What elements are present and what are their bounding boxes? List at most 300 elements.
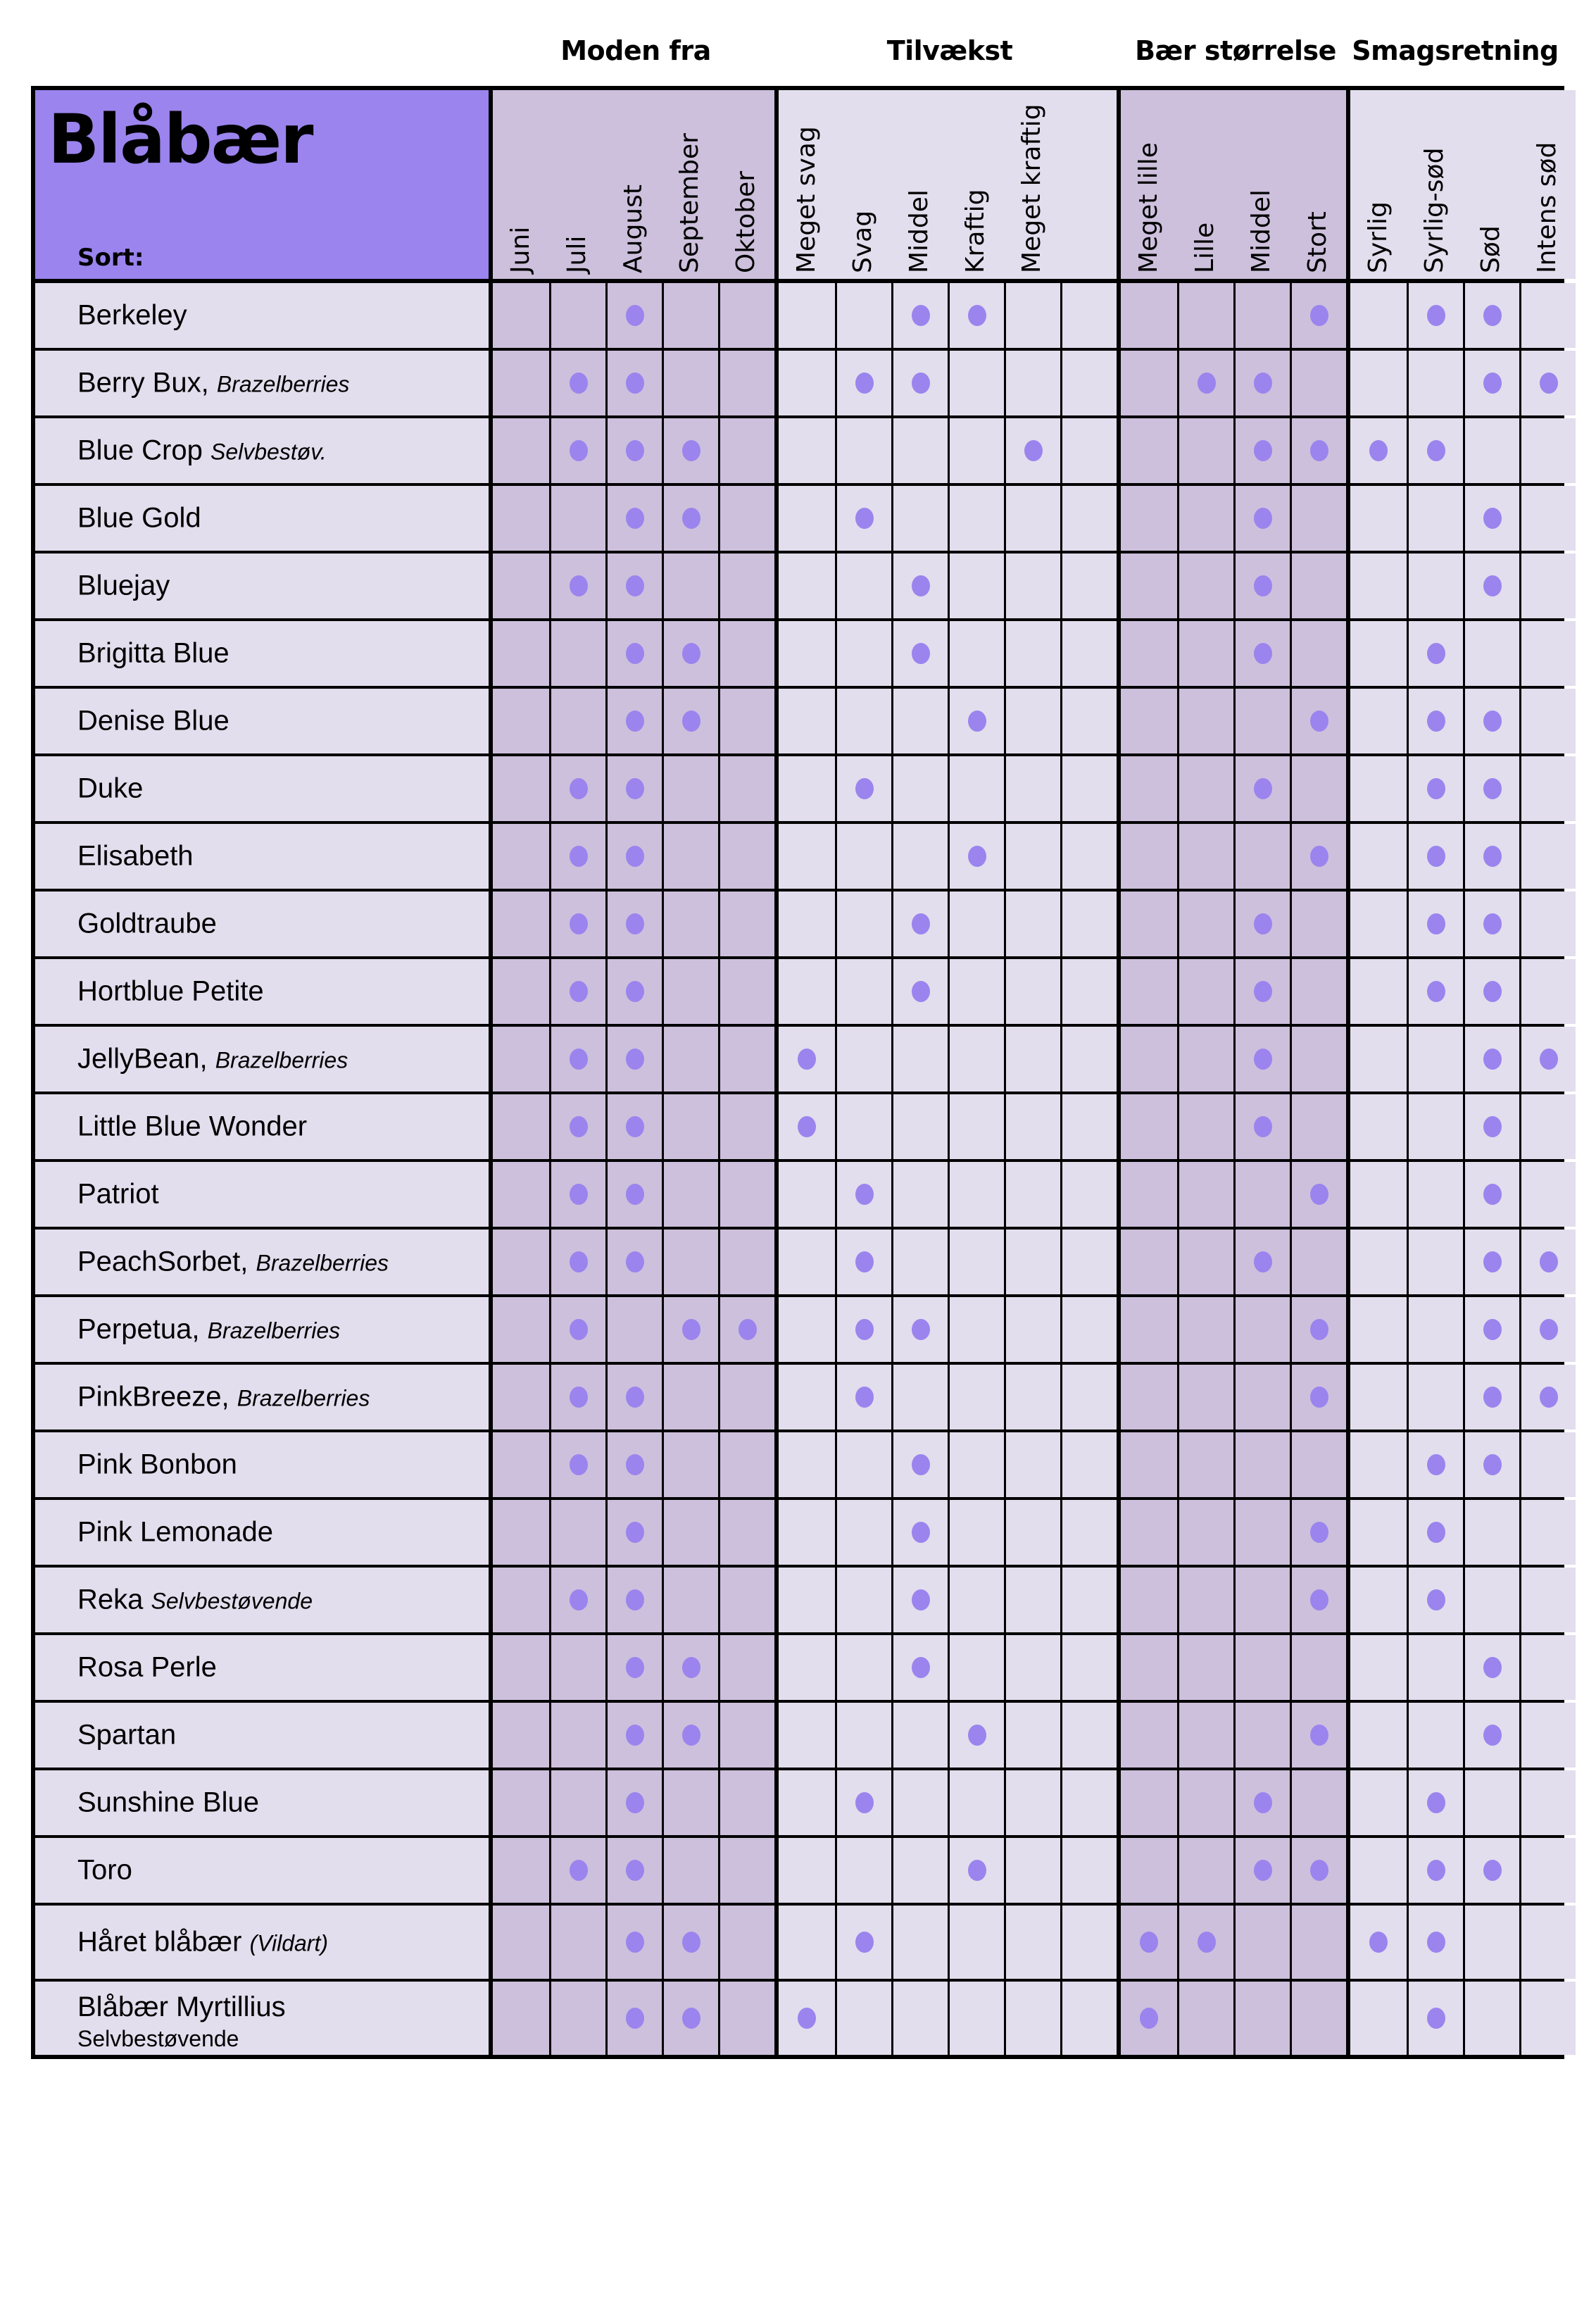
- dot-marker-icon: [1427, 846, 1445, 867]
- dot-marker-icon: [1540, 373, 1558, 394]
- table-row: [35, 1632, 1560, 1700]
- variety-note: Brazelberries: [216, 371, 350, 397]
- grid-cell: [549, 621, 605, 686]
- dot-marker-icon: [570, 981, 588, 1002]
- variety-name-text: Rosa Perle: [77, 1651, 217, 1683]
- column-header-label: Juli: [563, 235, 591, 273]
- grid-cell: [835, 1230, 891, 1294]
- cell-group: [493, 1230, 774, 1294]
- grid-cell: [1519, 1770, 1576, 1835]
- variety-name-cell: [35, 1635, 493, 1700]
- cell-group: [1117, 621, 1346, 686]
- cell-group: [493, 689, 774, 753]
- grid-cell: [1121, 1365, 1177, 1430]
- cell-group: [1117, 1703, 1346, 1768]
- grid-cell: [1233, 1568, 1290, 1632]
- dot-marker-icon: [1427, 2008, 1445, 2029]
- grid-cell: [891, 1635, 948, 1700]
- grid-cell: [1004, 1838, 1060, 1903]
- grid-cell: [493, 1500, 549, 1565]
- grid-cell: [1004, 1770, 1060, 1835]
- grid-cell: [1290, 351, 1346, 415]
- table-row: [35, 956, 1560, 1024]
- dot-marker-icon: [570, 575, 588, 596]
- grid-cell: [718, 351, 774, 415]
- dot-marker-icon: [626, 1657, 644, 1678]
- grid-cell: [1463, 621, 1519, 686]
- grid-cell: [662, 1500, 718, 1565]
- variety-name-text: Perpetua,: [77, 1313, 200, 1345]
- grid-cell: [549, 1906, 605, 1979]
- dot-marker-icon: [912, 1522, 930, 1543]
- grid-cell: [1290, 1297, 1346, 1362]
- cell-group: [1117, 1838, 1346, 1903]
- dot-marker-icon: [682, 1319, 700, 1340]
- grid-cell: [1519, 756, 1576, 821]
- group-title-smagsretning: Smagsretning: [1352, 35, 1559, 66]
- dot-marker-icon: [1310, 1589, 1328, 1610]
- grid-cell: [891, 1568, 948, 1632]
- grid-cell: [1233, 1982, 1290, 2055]
- grid-cell: [948, 283, 1004, 348]
- dot-marker-icon: [570, 1251, 588, 1272]
- column-header: [779, 90, 835, 279]
- grid-cell: [1060, 418, 1117, 483]
- cell-group: [1346, 418, 1576, 483]
- grid-cell: [1060, 1770, 1117, 1835]
- dot-marker-icon: [682, 1932, 700, 1953]
- grid-cell: [891, 1094, 948, 1159]
- grid-cell: [549, 418, 605, 483]
- grid-cell: [662, 1635, 718, 1700]
- grid-cell: [1463, 418, 1519, 483]
- dot-marker-icon: [968, 1725, 986, 1746]
- grid-cell: [549, 1982, 605, 2055]
- grid-cell: [1233, 1094, 1290, 1159]
- grid-cell: [1407, 1432, 1463, 1497]
- grid-cell: [605, 1027, 662, 1091]
- grid-cell: [1407, 756, 1463, 821]
- cell-group: [1346, 553, 1576, 618]
- grid-cell: [1060, 1365, 1117, 1430]
- dot-marker-icon: [855, 1792, 874, 1813]
- grid-cell: [1233, 418, 1290, 483]
- grid-cell: [605, 1703, 662, 1768]
- variety-name-cell: [35, 1568, 493, 1632]
- grid-cell: [493, 1365, 549, 1430]
- cell-group: [493, 1982, 774, 2055]
- grid-cell: [948, 621, 1004, 686]
- variety-name: [77, 976, 264, 1008]
- grid-cell: [549, 1568, 605, 1632]
- column-header: [1463, 90, 1519, 279]
- grid-cell: [549, 283, 605, 348]
- variety-name-cell: [35, 959, 493, 1024]
- cell-group: [1346, 621, 1576, 686]
- column-header-label: Intens sød: [1533, 142, 1562, 273]
- cell-group: [493, 1635, 774, 1700]
- grid-cell: [718, 1432, 774, 1497]
- grid-cell: [948, 824, 1004, 889]
- grid-cell: [662, 486, 718, 551]
- cell-group: [774, 824, 1117, 889]
- grid-cell: [605, 756, 662, 821]
- grid-cell: [1290, 756, 1346, 821]
- cell-group: [1346, 283, 1576, 348]
- grid-cell: [1004, 824, 1060, 889]
- cell-group: [1117, 1432, 1346, 1497]
- dot-marker-icon: [1254, 1860, 1272, 1881]
- column-header: [1121, 90, 1177, 279]
- grid-cell: [1290, 418, 1346, 483]
- grid-cell: [779, 283, 835, 348]
- grid-cell: [1177, 1568, 1233, 1632]
- cell-group: [774, 1162, 1117, 1227]
- dot-marker-icon: [682, 2008, 700, 2029]
- grid-cell: [1463, 756, 1519, 821]
- grid-cell: [662, 418, 718, 483]
- grid-cell: [1233, 1770, 1290, 1835]
- dot-marker-icon: [570, 913, 588, 934]
- grid-cell: [493, 351, 549, 415]
- grid-cell: [1407, 621, 1463, 686]
- table-row: [35, 1024, 1560, 1091]
- dot-marker-icon: [1310, 1725, 1328, 1746]
- grid-cell: [948, 351, 1004, 415]
- grid-cell: [1407, 892, 1463, 956]
- grid-cell: [549, 1297, 605, 1362]
- grid-cell: [1290, 1568, 1346, 1632]
- dot-marker-icon: [570, 846, 588, 867]
- variety-name: [77, 1517, 273, 1549]
- dot-marker-icon: [626, 1792, 644, 1813]
- grid-cell: [835, 621, 891, 686]
- grid-cell: [1060, 1297, 1117, 1362]
- table-row: [35, 1835, 1560, 1903]
- grid-cell: [1004, 1500, 1060, 1565]
- variety-name-cell: [35, 1906, 493, 1979]
- grid-cell: [493, 1162, 549, 1227]
- grid-cell: [605, 621, 662, 686]
- grid-cell: [1290, 1365, 1346, 1430]
- grid-cell: [718, 1635, 774, 1700]
- grid-cell: [1121, 689, 1177, 753]
- dot-marker-icon: [968, 1860, 986, 1881]
- variety-name-cell: [35, 824, 493, 889]
- grid-cell: [779, 1230, 835, 1294]
- grid-cell: [835, 1500, 891, 1565]
- grid-cell: [779, 756, 835, 821]
- grid-cell: [1407, 1230, 1463, 1294]
- cell-group: [1117, 283, 1346, 348]
- variety-name: [77, 1382, 370, 1413]
- cell-group: [493, 1838, 774, 1903]
- grid-cell: [1233, 1500, 1290, 1565]
- grid-cell: [1060, 351, 1117, 415]
- table-row: [35, 1979, 1560, 2055]
- cell-group: [493, 1568, 774, 1632]
- dot-marker-icon: [570, 1454, 588, 1475]
- grid-cell: [1004, 1568, 1060, 1632]
- grid-cell: [1004, 1982, 1060, 2055]
- variety-note: Selvbestøv.: [211, 439, 327, 465]
- grid-cell: [1121, 1838, 1177, 1903]
- cell-group: [1117, 959, 1346, 1024]
- column-header: [1519, 90, 1576, 279]
- grid-cell: [662, 1906, 718, 1979]
- grid-cell: [948, 1230, 1004, 1294]
- grid-cell: [1177, 1027, 1233, 1091]
- cell-group: [493, 892, 774, 956]
- cell-group: [1117, 1500, 1346, 1565]
- grid-cell: [891, 1162, 948, 1227]
- grid-cell: [779, 1094, 835, 1159]
- grid-cell: [891, 1027, 948, 1091]
- column-header-label: Lille: [1190, 222, 1219, 273]
- grid-cell: [718, 418, 774, 483]
- dot-marker-icon: [1483, 778, 1502, 799]
- variety-name-text: Berkeley: [77, 299, 187, 331]
- dot-marker-icon: [626, 1589, 644, 1610]
- grid-cell: [493, 1230, 549, 1294]
- grid-cell: [948, 1635, 1004, 1700]
- grid-cell: [1350, 1297, 1407, 1362]
- cell-group: [1346, 1906, 1576, 1979]
- grid-cell: [718, 1500, 774, 1565]
- grid-cell: [549, 1027, 605, 1091]
- grid-cell: [779, 1770, 835, 1835]
- grid-cell: [891, 283, 948, 348]
- grid-cell: [1463, 1094, 1519, 1159]
- grid-cell: [1004, 621, 1060, 686]
- table-row: [35, 1903, 1560, 1979]
- grid-cell: [1463, 1162, 1519, 1227]
- cell-group: [1346, 1230, 1576, 1294]
- grid-cell: [493, 1568, 549, 1632]
- grid-cell: [718, 959, 774, 1024]
- grid-cell: [1463, 1432, 1519, 1497]
- grid-cell: [891, 1365, 948, 1430]
- grid-cell: [1463, 959, 1519, 1024]
- column-header-label: Sød: [1476, 225, 1505, 273]
- grid-cell: [1004, 892, 1060, 956]
- grid-cell: [549, 553, 605, 618]
- column-header-label: Juni: [506, 226, 535, 273]
- grid-cell: [662, 1703, 718, 1768]
- grid-cell: [1233, 892, 1290, 956]
- cell-group: [493, 1027, 774, 1091]
- variety-name-text: Patriot: [77, 1178, 159, 1210]
- grid-cell: [549, 1230, 605, 1294]
- variety-name-text: Bluejay: [77, 570, 170, 601]
- grid-cell: [1233, 959, 1290, 1024]
- grid-cell: [891, 1838, 948, 1903]
- grid-cell: [1290, 1635, 1346, 1700]
- variety-name-cell: [35, 1162, 493, 1227]
- sort-label: Sort:: [77, 244, 144, 272]
- cell-group: [493, 756, 774, 821]
- variety-name-cell: [35, 1432, 493, 1497]
- dot-marker-icon: [1254, 508, 1272, 529]
- grid-cell: [1519, 1027, 1576, 1091]
- grid-cell: [948, 689, 1004, 753]
- cell-group: [493, 486, 774, 551]
- grid-cell: [1004, 689, 1060, 753]
- dot-marker-icon: [912, 1319, 930, 1340]
- dot-marker-icon: [1310, 1387, 1328, 1408]
- grid-cell: [662, 621, 718, 686]
- dot-marker-icon: [626, 913, 644, 934]
- variety-name-text: Denise Blue: [77, 705, 230, 737]
- table-row: [35, 1294, 1560, 1362]
- dot-marker-icon: [570, 1116, 588, 1137]
- grid-cell: [1463, 486, 1519, 551]
- grid-cell: [1177, 1230, 1233, 1294]
- grid-cell: [891, 1297, 948, 1362]
- dot-marker-icon: [912, 1657, 930, 1678]
- grid-cell: [1233, 824, 1290, 889]
- column-header-label: Syrlig-sød: [1420, 147, 1449, 273]
- grid-cell: [1407, 1094, 1463, 1159]
- grid-cell: [1407, 1838, 1463, 1903]
- variety-name-cell: [35, 1982, 493, 2055]
- variety-name: [77, 1991, 286, 2023]
- dot-marker-icon: [912, 305, 930, 326]
- grid-cell: [1463, 1230, 1519, 1294]
- grid-cell: [1233, 351, 1290, 415]
- grid-cell: [891, 959, 948, 1024]
- grid-cell: [779, 1635, 835, 1700]
- grid-cell: [1519, 824, 1576, 889]
- grid-cell: [718, 1027, 774, 1091]
- variety-name-text: Elisabeth: [77, 840, 194, 872]
- grid-cell: [948, 756, 1004, 821]
- dot-marker-icon: [570, 1319, 588, 1340]
- grid-cell: [779, 1432, 835, 1497]
- variety-name: [77, 706, 230, 737]
- variety-name: [77, 1787, 259, 1819]
- cell-group: [1117, 418, 1346, 483]
- cell-group: [774, 486, 1117, 551]
- column-header-label: Meget kraftig: [1017, 104, 1046, 273]
- dot-marker-icon: [1427, 1522, 1445, 1543]
- grid-cell: [1060, 621, 1117, 686]
- grid-cell: [948, 1432, 1004, 1497]
- variety-name: [77, 1927, 328, 1958]
- column-header-label: August: [619, 184, 648, 273]
- grid-cell: [1177, 959, 1233, 1024]
- grid-cell: [493, 1838, 549, 1903]
- variety-name-text: Blue Gold: [77, 502, 201, 534]
- variety-name-cell: [35, 756, 493, 821]
- variety-name: [77, 638, 230, 670]
- grid-cell: [1177, 1094, 1233, 1159]
- grid-cell: [835, 1162, 891, 1227]
- grid-cell: [835, 824, 891, 889]
- grid-cell: [948, 1770, 1004, 1835]
- grid-cell: [779, 1568, 835, 1632]
- variety-name: [77, 1855, 132, 1887]
- grid-cell: [1519, 1568, 1576, 1632]
- cell-group: [1117, 1568, 1346, 1632]
- grid-cell: [1407, 351, 1463, 415]
- grid-cell: [1407, 1027, 1463, 1091]
- grid-cell: [1177, 418, 1233, 483]
- grid-cell: [1463, 553, 1519, 618]
- grid-cell: [1121, 418, 1177, 483]
- grid-cell: [1004, 283, 1060, 348]
- dot-marker-icon: [682, 643, 700, 664]
- variety-name: [77, 1246, 389, 1278]
- grid-cell: [1060, 553, 1117, 618]
- dot-marker-icon: [1483, 981, 1502, 1002]
- grid-cell: [493, 756, 549, 821]
- dot-marker-icon: [1198, 373, 1216, 394]
- grid-cell: [1290, 892, 1346, 956]
- grid-cell: [1350, 418, 1407, 483]
- cell-group: [774, 689, 1117, 753]
- grid-cell: [549, 1500, 605, 1565]
- column-header-label: Stort: [1303, 211, 1332, 273]
- variety-name: [77, 570, 170, 602]
- grid-cell: [1121, 1432, 1177, 1497]
- grid-cell: [1177, 1635, 1233, 1700]
- grid-cell: [605, 1500, 662, 1565]
- grid-cell: [1060, 1230, 1117, 1294]
- grid-cell: [779, 892, 835, 956]
- dot-marker-icon: [855, 1184, 874, 1205]
- table-row: [35, 889, 1560, 956]
- dot-marker-icon: [626, 1116, 644, 1137]
- cell-group: [1346, 892, 1576, 956]
- grid-cell: [718, 1365, 774, 1430]
- grid-cell: [1121, 553, 1177, 618]
- column-header: [662, 90, 718, 279]
- grid-cell: [1407, 553, 1463, 618]
- grid-cell: [891, 824, 948, 889]
- grid-cell: [1004, 1635, 1060, 1700]
- grid-cell: [1519, 418, 1576, 483]
- grid-cell: [549, 824, 605, 889]
- grid-cell: [1060, 1703, 1117, 1768]
- dot-marker-icon: [1427, 1932, 1445, 1953]
- grid-cell: [1350, 689, 1407, 753]
- cell-group: [774, 621, 1117, 686]
- cell-group: [493, 1162, 774, 1227]
- grid-cell: [1407, 824, 1463, 889]
- dot-marker-icon: [1369, 440, 1388, 461]
- dot-marker-icon: [968, 711, 986, 732]
- cell-group: [493, 553, 774, 618]
- grid-cell: [1290, 1982, 1346, 2055]
- grid-cell: [718, 1094, 774, 1159]
- cell-group: [1117, 1094, 1346, 1159]
- grid-cell: [1519, 1432, 1576, 1497]
- grid-cell: [1519, 892, 1576, 956]
- grid-cell: [1004, 1432, 1060, 1497]
- dot-marker-icon: [1483, 1251, 1502, 1272]
- cell-group: [493, 621, 774, 686]
- variety-name-text: Håret blåbær: [77, 1926, 242, 1958]
- dot-marker-icon: [1427, 711, 1445, 732]
- grid-cell: [1463, 892, 1519, 956]
- dot-marker-icon: [1140, 2008, 1158, 2029]
- grid-cell: [779, 621, 835, 686]
- grid-cell: [891, 892, 948, 956]
- grid-cell: [1060, 283, 1117, 348]
- cell-group: [774, 892, 1117, 956]
- grid-cell: [718, 892, 774, 956]
